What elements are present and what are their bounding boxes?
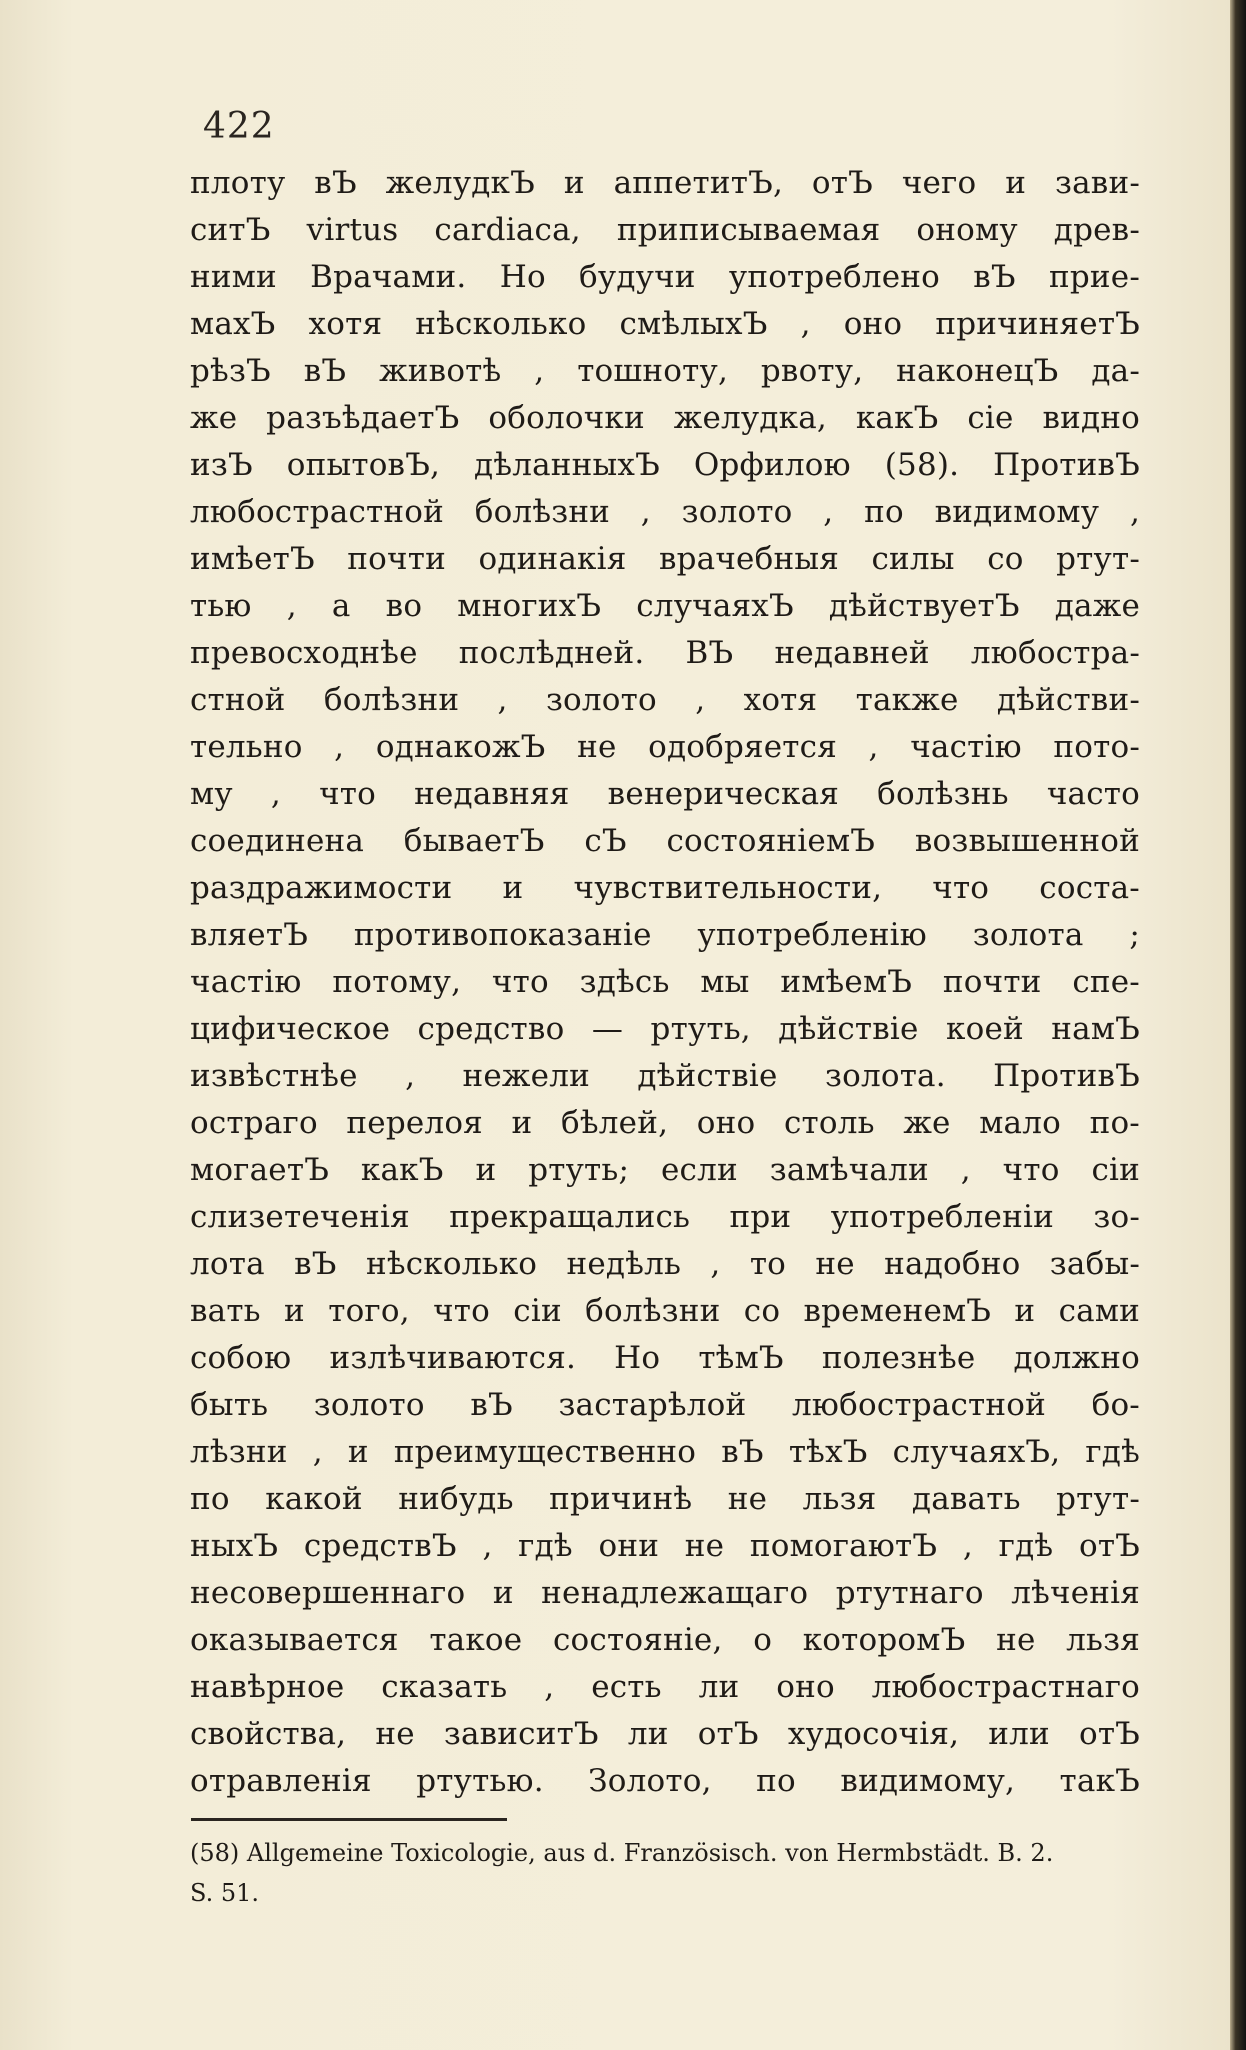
- body-text: [190, 160, 1140, 1805]
- text-line: имѣетЪ почти одинакія врачебныя силы со ртут-: [190, 541, 1140, 577]
- text-line: свойства, не зависитЪ ли отЪ худосочія, или отЪ: [190, 1716, 1140, 1752]
- text-line: тельно , однакожЪ не одобряется , частію пото-: [190, 729, 1140, 765]
- text-line: оказывается такое состояніе, о которомЪ не льзя: [190, 1622, 1140, 1658]
- footnote-rule: [191, 1818, 507, 1821]
- text-line: соединена бываетЪ сЪ состояніемЪ возвышенной: [190, 823, 1140, 859]
- page-edge: [1230, 0, 1246, 2050]
- text-line: стной болѣзни , золото , хотя также дѣйстви-: [190, 682, 1140, 718]
- text-line: лота вЪ нѣсколько недѣль , то не надобно забы-: [190, 1246, 1140, 1282]
- text-line: раздражимости и чувствительности, что соста-: [190, 870, 1140, 906]
- text-line: несовершеннаго и ненадлежащаго ртутнаго лѣченія: [190, 1575, 1140, 1611]
- text-line: лѣзни , и преимущественно вЪ тѣхЪ случаяхЪ, гдѣ: [190, 1434, 1140, 1470]
- text-line: ситЪ virtus cardiaca, приписываемая оному древ-: [190, 212, 1140, 248]
- text-line: остраго перелоя и бѣлей, оно столь же мало по-: [190, 1105, 1140, 1141]
- text-line: вать и того, что сіи болѣзни со временемЪ и сами: [190, 1293, 1140, 1329]
- text-line: могаетЪ какЪ и ртуть; если замѣчали , что сіи: [190, 1152, 1140, 1188]
- text-line: му , что недавняя венерическая болѣзнь часто: [190, 776, 1140, 812]
- text-line: цифическое средство — ртуть, дѣйствіе коей намЪ: [190, 1011, 1140, 1047]
- footnote-line: S. 51.: [190, 1879, 260, 1907]
- text-line: ныхЪ средствЪ , гдѣ они не помогаютЪ , гдѣ отЪ: [190, 1528, 1140, 1564]
- text-line: вляетЪ противопоказаніе употребленію золота ;: [190, 917, 1140, 953]
- page-number: 422: [203, 106, 275, 147]
- footnote: [190, 1833, 1140, 1913]
- text-line: махЪ хотя нѣсколько смѣлыхЪ , оно причиняетЪ: [190, 306, 1140, 342]
- footnote-line: (58) Allgemeine Toxicologie, aus d. Französisch. von Hermbstädt. B. 2.: [190, 1839, 1054, 1867]
- text-line: плоту вЪ желудкЪ и аппетитЪ, отЪ чего и зави-: [190, 165, 1140, 201]
- text-line: любострастной болѣзни , золото , по видимому ,: [190, 494, 1140, 530]
- text-line: частію потому, что здѣсь мы имѣемЪ почти спе-: [190, 964, 1140, 1000]
- text-line: извѣстнѣе , нежели дѣйствіе золота. ПротивЪ: [190, 1058, 1140, 1094]
- text-line: тью , а во многихЪ случаяхЪ дѣйствуетЪ даже: [190, 588, 1140, 624]
- text-line: рѣзЪ вЪ животѣ , тошноту, рвоту, наконецЪ да-: [190, 353, 1140, 389]
- text-line: собою излѣчиваются. Но тѣмЪ полезнѣе должно: [190, 1340, 1140, 1376]
- text-line: отравленія ртутью. Золото, по видимому, такЪ: [190, 1763, 1140, 1799]
- text-line: ними Врачами. Но будучи употреблено вЪ прие-: [190, 259, 1140, 295]
- text-line: по какой нибудь причинѣ не льзя давать ртут-: [190, 1481, 1140, 1517]
- text-line: навѣрное сказать , есть ли оно любострастнаго: [190, 1669, 1140, 1705]
- text-line: изЪ опытовЪ, дѣланныхЪ Орфилою (58). ПротивЪ: [190, 447, 1140, 483]
- text-line: быть золото вЪ застарѣлой любострастной бо-: [190, 1387, 1140, 1423]
- text-line: слизетеченія прекращались при употребленіи зо-: [190, 1199, 1140, 1235]
- text-line: же разъѣдаетЪ оболочки желудка, какЪ сіе видно: [190, 400, 1140, 436]
- text-line: превосходнѣе послѣдней. ВЪ недавней любостра-: [190, 635, 1140, 671]
